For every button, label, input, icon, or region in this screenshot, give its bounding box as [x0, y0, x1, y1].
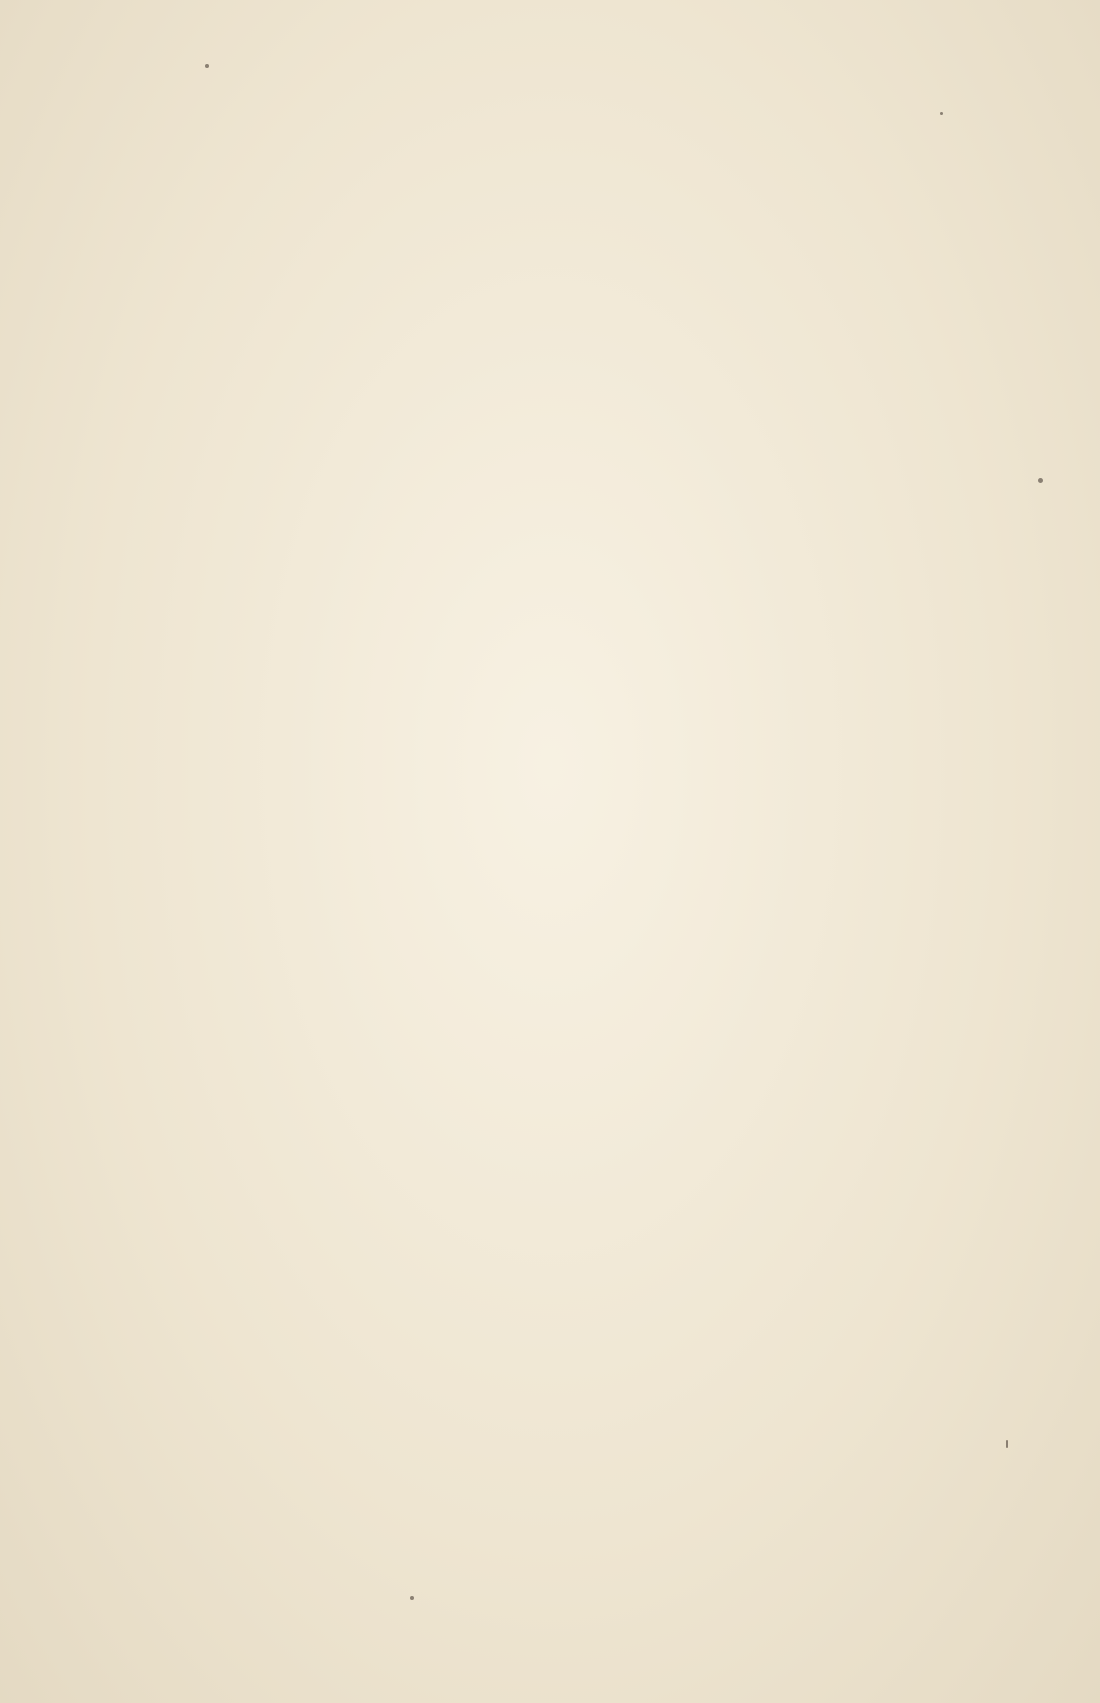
ink-speck — [1038, 478, 1043, 483]
ink-speck — [940, 112, 943, 115]
running-head — [250, 150, 946, 180]
ink-speck — [205, 64, 209, 68]
ink-speck — [1006, 1440, 1008, 1448]
ink-speck — [410, 1596, 414, 1600]
